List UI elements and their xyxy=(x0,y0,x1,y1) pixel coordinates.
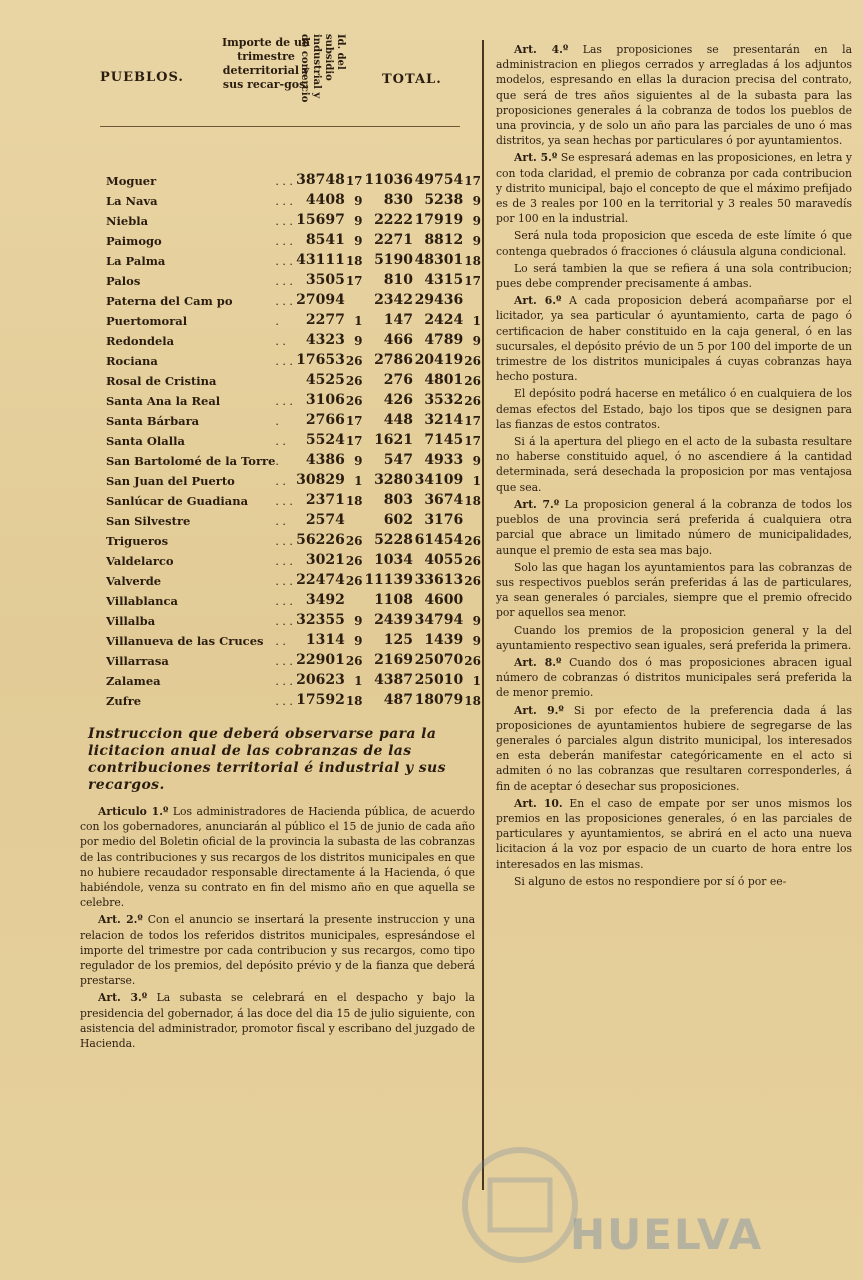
leader-dots: . . . xyxy=(275,295,293,308)
leader-dots: . . . xyxy=(275,215,293,228)
industrial-value: 2342 xyxy=(374,292,414,308)
territorial-value: 17653 xyxy=(296,352,345,368)
pueblo-name: Villarrasa xyxy=(106,654,169,668)
article-paragraph xyxy=(496,434,852,495)
total-value: 3674 xyxy=(424,492,464,508)
table-row xyxy=(106,608,481,628)
leader-dots: . . . xyxy=(275,555,293,568)
right-articles xyxy=(496,42,852,889)
total-cents xyxy=(463,288,481,308)
leader-dots: . . . xyxy=(275,395,293,408)
territorial-value: 22901 xyxy=(296,652,345,668)
article-text: Solo las que hagan los ayuntamientos para las cobranzas de sus respectivos pueblos serán preferidas á las de particulares, ya sean generales ó parciales, siempre que el premio ofrecido por aquellos sea menor. xyxy=(496,560,852,620)
pueblo-name: Rosal de Cristina xyxy=(106,374,217,388)
left-column xyxy=(80,30,481,1053)
total-cents xyxy=(463,588,481,608)
industrial-value: 487 xyxy=(383,692,414,708)
article-paragraph xyxy=(496,655,852,701)
table-row xyxy=(106,648,481,668)
total-value: 4600 xyxy=(424,592,464,608)
pueblo-name: Santa Ana la Real xyxy=(106,394,221,408)
territorial-value: 20623 xyxy=(296,672,345,688)
territorial-cents: 9 xyxy=(354,614,363,628)
article-text: Cuando dos ó mas proposiciones abracen igual número de cobranzas ó distritos municipales será preferida la de menor premio. xyxy=(496,655,852,700)
industrial-value: 3280 xyxy=(374,472,414,488)
article-lead: Art. 10. xyxy=(514,796,563,810)
article-paragraph xyxy=(496,796,852,872)
total-value: 3176 xyxy=(424,512,464,528)
industrial-value: 602 xyxy=(383,512,414,528)
territorial-value: 22474 xyxy=(296,572,345,588)
header-total: TOTAL. xyxy=(382,72,442,87)
leader-dots: . . . xyxy=(275,355,293,368)
total-value: 4801 xyxy=(424,372,464,388)
total-value: 3532 xyxy=(424,392,464,408)
pueblo-name: Moguer xyxy=(106,174,157,188)
article-paragraph xyxy=(496,293,852,384)
pueblo-name: La Palma xyxy=(106,254,166,268)
total-cents xyxy=(463,508,481,528)
total-cents: 17 xyxy=(464,414,481,428)
article-text: En el caso de empate por ser unos mismos los premios en las proposiciones generales, ó en las parciales de particulares y ayuntamientos, se abrirá en el acto una nueva licitacion á la voz por espacio de un cuarto de hora entre los interesados en las mismas. xyxy=(496,796,852,871)
territorial-cents: 18 xyxy=(345,494,363,508)
territorial-cents: 26 xyxy=(345,354,363,368)
total-value: 4789 xyxy=(424,332,464,348)
industrial-value: 276 xyxy=(383,372,414,388)
total-cents: 18 xyxy=(464,494,481,508)
pueblo-name: Zufre xyxy=(106,694,142,708)
table-row xyxy=(106,588,481,608)
pueblo-name: San Silvestre xyxy=(106,514,191,528)
article-lead: Art. 6.º xyxy=(514,294,562,308)
header-importe: Importe de un trimestre deterritorial y sus recar-gos. xyxy=(221,36,311,91)
article-text: Los administradores de Hacienda pública, de acuerdo con los gobernadores, anunciarán al público el 15 de junio de cada año por medio del Boletin oficial de la provincia la subasta de las cobranzas de las contribuciones y sus recargos de los distritos municipales en que no hubiere recaudador responsable directamente á la Hacienda, ó que habiéndole, venza su contrato en fin del mismo año en que aquella se celebre. xyxy=(80,805,475,910)
pueblo-name: Rociana xyxy=(106,354,158,368)
total-cents: 9 xyxy=(472,234,481,248)
table-row xyxy=(106,408,481,428)
territorial-value: 43111 xyxy=(296,252,345,268)
territorial-value: 3492 xyxy=(305,592,345,608)
table-row xyxy=(106,508,481,528)
article-lead: Articulo 1.º xyxy=(98,805,169,818)
leader-dots: . . . xyxy=(275,655,293,668)
total-cents: 1 xyxy=(472,314,481,328)
territorial-cents: 1 xyxy=(354,314,363,328)
article-paragraph xyxy=(496,228,852,258)
total-cents: 9 xyxy=(472,334,481,348)
article-paragraph xyxy=(496,42,852,148)
left-articles xyxy=(80,804,475,1051)
territorial-value: 38748 xyxy=(296,172,345,188)
leader-dots: . . xyxy=(275,515,286,528)
territorial-cents xyxy=(345,288,363,308)
pueblo-name: Redondela xyxy=(106,334,175,348)
leader-dots: . xyxy=(275,315,279,328)
article-text: La subasta se celebrará en el despacho y bajo la presidencia del gobernador, á las doce del dia 15 de julio siguiente, con asistencia del administrador, promotor fiscal y escribano del juzgado de Hacienda. xyxy=(80,991,475,1051)
territorial-cents: 9 xyxy=(354,194,363,208)
territorial-cents: 26 xyxy=(345,654,363,668)
article-text: Con el anuncio se insertará la presente instruccion y una relacion de todos los referidos distritos municipales, espresándose el importe del trimestre por cada contribucion y sus recargos, como tipo regulador de los premios, del depósito prévio y de la fianza que deberá prestarse. xyxy=(80,913,476,988)
article-lead: Art. 4.º xyxy=(514,43,569,56)
territorial-value: 4408 xyxy=(305,192,345,208)
industrial-value: 426 xyxy=(383,392,414,408)
table-row xyxy=(106,428,481,448)
territorial-value: 1314 xyxy=(305,632,345,648)
header-rule xyxy=(100,126,460,127)
total-value: 49754 xyxy=(414,172,464,188)
territorial-cents: 17 xyxy=(345,414,363,428)
territorial-value: 4525 xyxy=(305,372,345,388)
territorial-value: 3505 xyxy=(305,272,345,288)
total-cents: 18 xyxy=(464,254,481,268)
table-row xyxy=(106,568,481,588)
total-cents: 17 xyxy=(464,274,481,288)
watermark-text: HUELVA xyxy=(570,1210,764,1259)
total-value: 48301 xyxy=(414,252,464,268)
leader-dots: . . . xyxy=(275,235,293,248)
total-cents: 18 xyxy=(464,694,481,708)
pueblo-name: San Bartolomé de la Torre xyxy=(106,454,276,468)
article-paragraph xyxy=(496,150,852,226)
pueblo-name: Palos xyxy=(106,274,141,288)
article-paragraph xyxy=(496,874,852,889)
total-cents: 26 xyxy=(464,374,481,388)
pueblo-name: Puertomoral xyxy=(106,314,188,328)
total-cents: 9 xyxy=(472,194,481,208)
total-cents: 26 xyxy=(464,654,481,668)
territorial-cents: 1 xyxy=(354,674,363,688)
total-value: 2424 xyxy=(424,312,464,328)
territorial-cents: 17 xyxy=(345,434,363,448)
pueblo-name: Villablanca xyxy=(106,594,178,608)
pueblo-name: Zalamea xyxy=(106,674,161,688)
industrial-value: 1034 xyxy=(374,552,414,568)
article-paragraph xyxy=(80,912,475,988)
industrial-value: 803 xyxy=(383,492,414,508)
total-cents: 26 xyxy=(464,574,481,588)
pueblo-name: Paimogo xyxy=(106,234,162,248)
territorial-cents: 18 xyxy=(345,254,363,268)
leader-dots xyxy=(275,368,294,388)
territorial-value: 4386 xyxy=(305,452,345,468)
pueblos-table xyxy=(106,168,481,708)
industrial-value: 547 xyxy=(383,452,414,468)
total-cents: 9 xyxy=(472,454,481,468)
header-subsidio: Id. del subsidio industrial y de comercio xyxy=(299,34,346,103)
table-row xyxy=(106,668,481,688)
territorial-cents: 26 xyxy=(345,374,363,388)
pueblo-name: Valverde xyxy=(106,574,162,588)
total-cents: 9 xyxy=(472,634,481,648)
industrial-value: 1108 xyxy=(374,592,414,608)
table-row xyxy=(106,388,481,408)
industrial-value: 2169 xyxy=(374,652,414,668)
article-paragraph xyxy=(80,990,475,1051)
article-text: Las proposiciones se presentarán en la administracion en pliegos cerrados y arregladas á los adjuntos modelos, espresando en ellas la duracion precisa del contrato, que será de tres años siguientes al de la subasta para las proposiciones generales á la cobranza de todos los pueblos de una provincia, y de solo un año para las parciales de uno ó mas distritos, ya sean hechas por particulares ó por ayuntamientos. xyxy=(496,43,853,148)
territorial-value: 2277 xyxy=(305,312,345,328)
leader-dots: . . . xyxy=(275,535,293,548)
total-cents: 26 xyxy=(464,354,481,368)
pueblo-name: Paterna del Cam po xyxy=(106,294,233,308)
total-cents: 1 xyxy=(472,474,481,488)
article-lead: Art. 9.º xyxy=(514,703,564,717)
table-row xyxy=(106,528,481,548)
territorial-value: 15697 xyxy=(296,212,345,228)
table-row xyxy=(106,268,481,288)
pueblo-name: Santa Bárbara xyxy=(106,414,200,428)
territorial-cents: 26 xyxy=(345,574,363,588)
territorial-cents: 17 xyxy=(345,274,363,288)
article-lead: Art. 3.º xyxy=(98,991,148,1005)
industrial-value: 466 xyxy=(383,332,414,348)
table-row xyxy=(106,348,481,368)
total-cents: 26 xyxy=(464,554,481,568)
territorial-cents: 18 xyxy=(345,694,363,708)
table-row xyxy=(106,308,481,328)
pueblo-name: Villalba xyxy=(106,614,156,628)
territorial-value: 8541 xyxy=(305,232,345,248)
article-text: Se espresará ademas en las proposiciones, en letra y con toda claridad, el premio de cobranza por cada contribucion y distrito municipal, bajo el concepto de que el máximo prefijado es de 3 reales por 100 en la territorial y 3 reales 50 maravedís por 100 en la industrial. xyxy=(496,151,852,226)
total-value: 7145 xyxy=(424,432,464,448)
total-value: 4315 xyxy=(424,272,464,288)
article-text: Si alguno de estos no respondiere por sí ó por ee- xyxy=(514,874,787,888)
leader-dots: . . . xyxy=(275,495,293,508)
total-cents: 9 xyxy=(472,214,481,228)
leader-dots: . . . xyxy=(275,595,293,608)
table-row xyxy=(106,488,481,508)
pueblo-name: Niebla xyxy=(106,214,149,228)
pueblo-name: Valdelarco xyxy=(106,554,174,568)
territorial-value: 3021 xyxy=(305,552,345,568)
article-text: Si á la apertura del pliego en el acto de la subasta resultare no haberse constituido aquel, ó no ascendiere á la cantidad determinada, será desechada la proposicion por mas ventajosa que sea. xyxy=(496,435,852,494)
total-value: 25070 xyxy=(414,652,464,668)
total-cents: 1 xyxy=(472,674,481,688)
territorial-value: 2574 xyxy=(305,512,345,528)
article-text: Cuando los premios de la proposicion general y la del ayuntamiento respectivo sean iguales, será preferida la primera. xyxy=(496,623,852,652)
table-row xyxy=(106,188,481,208)
leader-dots: . xyxy=(275,455,279,468)
total-value: 61454 xyxy=(414,532,464,548)
industrial-value: 2786 xyxy=(374,352,414,368)
leader-dots: . . . xyxy=(275,195,293,208)
table-row xyxy=(106,228,481,248)
territorial-cents: 9 xyxy=(354,454,363,468)
article-text: A cada proposicion deberá acompañarse por el licitador, ya sea particular ó ayuntamiento, carta de pago ó certificacion de haber constituido en la caja general, ó en las sucursales, el depósito prévio de un 5 por 100 del importe de un trimestre de los distritos municipales á cuyas cobranzas haya hecho postura. xyxy=(496,294,852,384)
total-value: 29436 xyxy=(414,292,464,308)
table-row xyxy=(106,328,481,348)
table-row xyxy=(106,208,481,228)
article-paragraph xyxy=(496,261,852,291)
article-text: La proposicion general á la cobranza de todos los pueblos de una provincia será preferida á cualquiera otra parcial que abrace un limitado número de municipalidades, aunque el premio de esta sea mas bajo. xyxy=(496,497,852,557)
total-value: 17919 xyxy=(414,212,464,228)
industrial-value: 448 xyxy=(383,412,414,428)
leader-dots: . . . xyxy=(275,275,293,288)
total-value: 20419 xyxy=(414,352,464,368)
total-value: 25010 xyxy=(414,672,464,688)
territorial-value: 17592 xyxy=(296,692,345,708)
total-cents: 26 xyxy=(464,394,481,408)
article-paragraph xyxy=(496,560,852,621)
territorial-cents xyxy=(345,508,363,528)
total-cents: 26 xyxy=(464,534,481,548)
leader-dots: . . . xyxy=(275,675,293,688)
industrial-value: 2222 xyxy=(374,212,414,228)
article-paragraph xyxy=(496,386,852,432)
territorial-value: 2371 xyxy=(305,492,345,508)
territorial-cents: 1 xyxy=(354,474,363,488)
article-paragraph xyxy=(496,497,852,558)
territorial-cents: 9 xyxy=(354,634,363,648)
total-value: 5238 xyxy=(424,192,464,208)
total-value: 33613 xyxy=(414,572,464,588)
column-divider xyxy=(482,40,484,1190)
leader-dots: . xyxy=(275,415,279,428)
total-cents: 17 xyxy=(464,434,481,448)
leader-dots: . . . xyxy=(275,615,293,628)
total-value: 4055 xyxy=(424,552,464,568)
table-row xyxy=(106,448,481,468)
leader-dots: . . xyxy=(275,435,286,448)
territorial-value: 30829 xyxy=(296,472,345,488)
territorial-value: 3106 xyxy=(305,392,345,408)
article-text: Lo será tambien la que se refiera á una sola contribucion; pues debe comprender precisamente á ambas. xyxy=(496,261,852,291)
table-row xyxy=(106,628,481,648)
leader-dots: . . . xyxy=(275,575,293,588)
total-cents: 17 xyxy=(464,174,481,188)
industrial-value: 2271 xyxy=(374,232,414,248)
article-paragraph xyxy=(80,804,475,910)
industrial-value: 4387 xyxy=(374,672,414,688)
table-row xyxy=(106,468,481,488)
territorial-value: 32355 xyxy=(296,612,345,628)
territorial-cents: 26 xyxy=(345,394,363,408)
total-value: 4933 xyxy=(424,452,464,468)
industrial-value: 1621 xyxy=(374,432,414,448)
industrial-value: 5228 xyxy=(374,532,414,548)
pueblo-name: Santa Olalla xyxy=(106,434,185,448)
leader-dots: . . . xyxy=(275,255,293,268)
industrial-value: 2439 xyxy=(374,612,414,628)
table-row xyxy=(106,368,481,388)
table-row xyxy=(106,548,481,568)
leader-dots: . . . xyxy=(275,695,293,708)
pueblo-name: Sanlúcar de Guadiana xyxy=(106,494,249,508)
table-row xyxy=(106,168,481,188)
territorial-value: 27094 xyxy=(296,292,345,308)
territorial-cents: 9 xyxy=(354,234,363,248)
industrial-value: 11036 xyxy=(364,172,414,188)
article-text: Si por efecto de la preferencia dada á las proposiciones de ayuntamientos hubiere de segregarse de las generales ó parciales algun distrito municipal, los interesados en esta deberán manifestar categóricamente en el acto si admiten ó no las cobranzas que resultaren corresponderles, á fin de aceptar ó desechar sus proposiciones. xyxy=(496,703,852,793)
article-lead: Art. 5.º xyxy=(514,151,558,165)
territorial-value: 4323 xyxy=(305,332,345,348)
total-value: 1439 xyxy=(424,632,464,648)
total-cents: 9 xyxy=(472,614,481,628)
leader-dots: . . xyxy=(275,475,286,488)
article-lead: Art. 8.º xyxy=(514,655,562,669)
leader-dots: . . xyxy=(275,335,286,348)
territorial-cents xyxy=(345,588,363,608)
table-header xyxy=(80,30,475,130)
article-text: Será nula toda proposicion que esceda de este límite ó que contenga quebrados ó fracciones ó cláusula alguna condicional. xyxy=(496,229,852,258)
article-lead: Art. 7.º xyxy=(514,497,560,511)
total-value: 8812 xyxy=(424,232,464,248)
industrial-value: 11139 xyxy=(364,572,414,588)
total-value: 34794 xyxy=(414,612,464,628)
industrial-value: 147 xyxy=(383,312,414,328)
right-column xyxy=(496,42,852,891)
leader-dots: . . . xyxy=(275,175,293,188)
territorial-value: 5524 xyxy=(305,432,345,448)
industrial-value: 125 xyxy=(383,632,414,648)
pueblo-name: Villanueva de las Cruces xyxy=(106,634,264,648)
pueblo-name: San Juan del Puerto xyxy=(106,474,235,488)
article-paragraph xyxy=(496,623,852,653)
industrial-value: 810 xyxy=(383,272,414,288)
industrial-value: 5190 xyxy=(374,252,414,268)
territorial-cents: 17 xyxy=(345,174,363,188)
total-value: 3214 xyxy=(424,412,464,428)
total-value: 18079 xyxy=(414,692,464,708)
territorial-value: 56226 xyxy=(296,532,345,548)
header-pueblos: PUEBLOS. xyxy=(100,70,184,85)
territorial-cents: 9 xyxy=(354,214,363,228)
territorial-value: 2766 xyxy=(305,412,345,428)
territorial-cents: 26 xyxy=(345,534,363,548)
pueblo-name: La Nava xyxy=(106,194,158,208)
pueblo-name: Trigueros xyxy=(106,534,169,548)
table-row xyxy=(106,688,481,708)
table-row xyxy=(106,248,481,268)
leader-dots: . . xyxy=(275,635,286,648)
table-row xyxy=(106,288,481,308)
territorial-cents: 26 xyxy=(345,554,363,568)
article-text: El depósito podrá hacerse en metálico ó en cualquiera de los demas efectos del Estado, bajo los tipos que se designen para las fianzas de estos contratos. xyxy=(496,387,852,431)
instruction-title: Instruccion que deberá observarse para la licitacion anual de las cobranzas de las contribuciones territorial é industrial y sus recargos. xyxy=(88,726,446,793)
total-value: 34109 xyxy=(414,472,464,488)
territorial-cents: 9 xyxy=(354,334,363,348)
article-lead: Art. 2.º xyxy=(98,913,143,927)
article-paragraph xyxy=(496,703,852,794)
industrial-value: 830 xyxy=(383,192,414,208)
